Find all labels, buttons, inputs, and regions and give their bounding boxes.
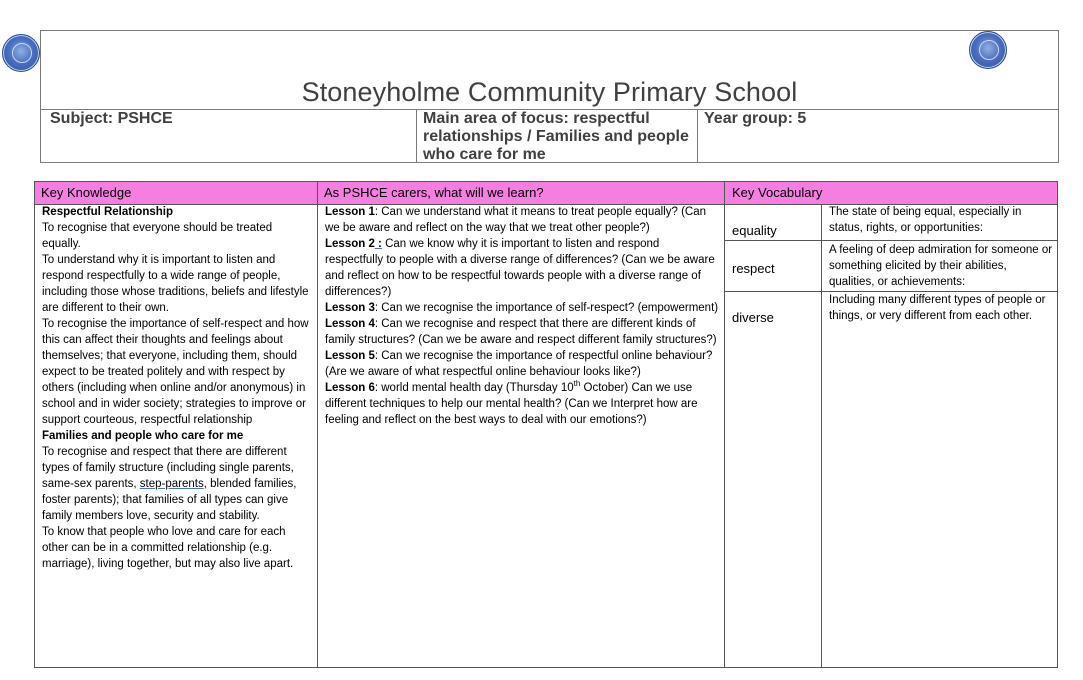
lessons-cell [325,204,720,428]
divider [317,182,318,667]
focus-cell: Main area of focus: respectful relationships / Families and people who care for me [416,110,697,162]
subject-cell: Subject: PSHCE [50,110,173,127]
lesson-item: Lesson 5: Can we recognise the importance of respectful online behaviour? (Are we aware of what respectful online behaviour looks like?) [325,350,713,378]
vocab-term: respect [732,261,775,276]
vocab-row [725,204,1057,241]
knowledge-item: To recognise the importance of self-respect and how this can affect their thoughts and feelings about themselves; that everyone, including them, should expect to be treated politely and with respect by others (including when online and/or anonymous) in school and in wider society; strategies to improve or support courteous, respectful relationship [42,318,309,426]
vocab-row [725,241,1057,292]
school-title: Stoneyholme Community Primary School [301,77,798,107]
key-knowledge-cell [42,204,312,572]
col-header-key-knowledge: Key Knowledge [41,185,132,200]
vocab-term: diverse [732,310,774,325]
lesson-item: Lesson 1: Can we understand what it means to treat people equally? (Can we be aware and reflect on the way that we treat other people?) [325,206,707,234]
knowledge-item: To recognise that everyone should be treated equally. [42,222,273,250]
lesson-item: Lesson 2 : Can we know why it is important to listen and respond respectfully to people with a diverse range of differences? (Can we be aware and reflect on how to be respectful towards people with a diverse range of differences?) [325,238,715,298]
lesson-item: Lesson 6: world mental health day (Thursday 10th October) Can we use different techniques to help our mental health? (Can we Interpret how are feeling and reflect on the best ways to deal with our emotions?) [325,379,698,426]
lesson-item: Lesson 3: Can we recognise the importance of self-respect? (empowerment) [325,302,719,314]
school-logo-left [2,34,40,72]
header-info-row [41,109,1058,162]
lesson-item: Lesson 4: Can we recognise and respect that there are different kinds of family structures? (Can we be aware and respect different family structures?) [325,318,717,346]
section-heading: Respectful Relationship [42,206,173,218]
vocab-term: equality [732,223,777,238]
knowledge-item: To recognise and respect that there are different types of family structure (including single parents, same-sex parents, step-parents, blended families, foster parents); that families of all types can give family members love, security and stability. [42,446,297,522]
header-box [40,30,1059,163]
col-header-key-vocabulary: Key Vocabulary [732,185,823,200]
section-heading: Families and people who care for me [42,430,244,442]
vocabulary-cell [725,204,1057,667]
col-header-lessons: As PSHCE carers, what will we learn? [324,185,544,200]
vocab-definition: A feeling of deep admiration for someone or something elicited by their abilities, qualities, or achievements: [829,244,1053,288]
year-group-cell: Year group: 5 [697,110,1058,162]
knowledge-item: To understand why it is important to listen and respond respectfully to a wide range of people, including those whose traditions, beliefs and lifestyle are different to their own. [42,254,309,314]
vocab-definition: The state of being equal, especially in status, rights, or opportunities: [829,206,1022,234]
knowledge-table [34,181,1058,668]
knowledge-item: To know that people who love and care for each other can be in a committed relationship (e.g. marriage), living together, but may also live apart. [42,526,294,570]
vocab-definition: Including many different types of people or things, or very different from each other. [829,294,1046,322]
